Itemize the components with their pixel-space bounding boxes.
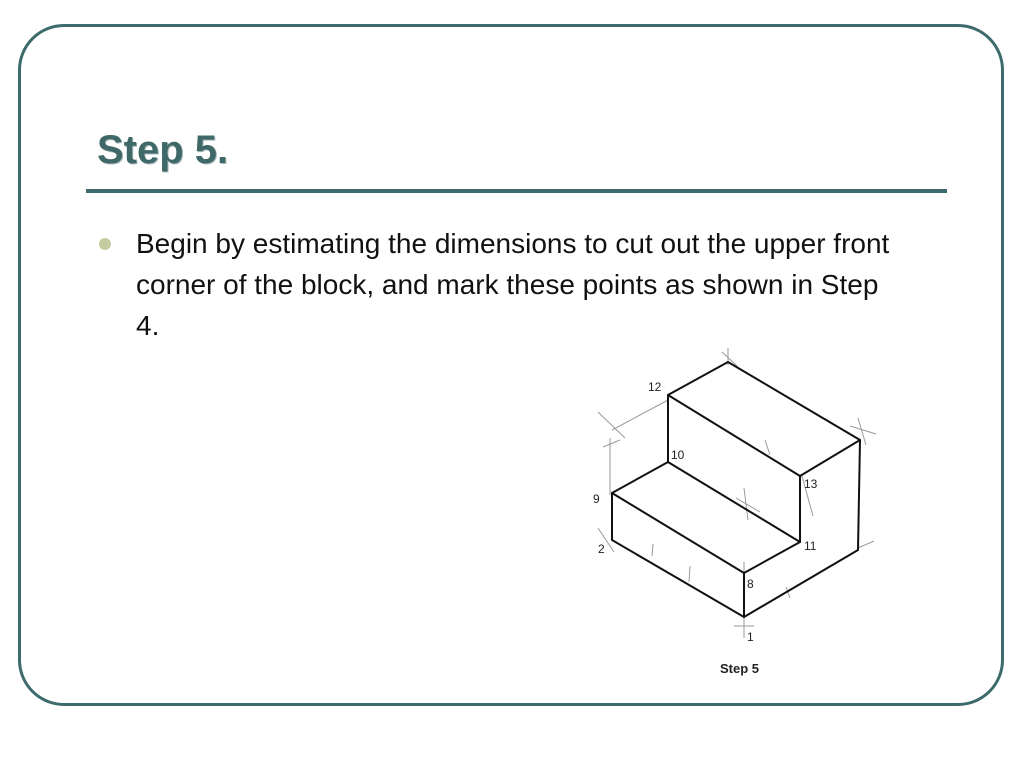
step-back-edge [668, 462, 800, 542]
point-label-13: 13 [804, 477, 818, 491]
outer-silhouette [612, 362, 860, 617]
slide-title: Step 5. [97, 128, 229, 172]
bullet-marker [99, 238, 111, 250]
construction-line [689, 566, 690, 582]
isometric-block-drawing [580, 340, 890, 690]
construction-lines [598, 348, 876, 638]
isometric-sketch-figure [580, 340, 890, 690]
construction-line [850, 426, 876, 434]
object-outline [612, 362, 860, 617]
title-divider [86, 189, 947, 193]
construction-line [612, 400, 668, 430]
step-left-edge [612, 462, 668, 493]
construction-line [858, 541, 874, 548]
step-front-edge [612, 493, 744, 573]
top-front-edge [668, 395, 800, 476]
construction-line [603, 440, 620, 447]
point-label-2: 2 [598, 542, 605, 556]
point-label-12: 12 [648, 380, 662, 394]
point-label-8: 8 [747, 577, 754, 591]
point-label-11: 11 [804, 539, 817, 553]
point-label-9: 9 [593, 492, 600, 506]
construction-line [652, 544, 653, 556]
construction-line [765, 440, 770, 455]
figure-caption: Step 5 [720, 661, 760, 676]
point-label-1: 1 [747, 630, 754, 644]
point-label-10: 10 [671, 448, 685, 462]
top-right-edge [800, 440, 860, 476]
step-right-edge [744, 542, 800, 573]
bullet-text: Begin by estimating the dimensions to cut out the upper front corner of the block, and mark these points as shown in Step 4. [136, 228, 890, 341]
